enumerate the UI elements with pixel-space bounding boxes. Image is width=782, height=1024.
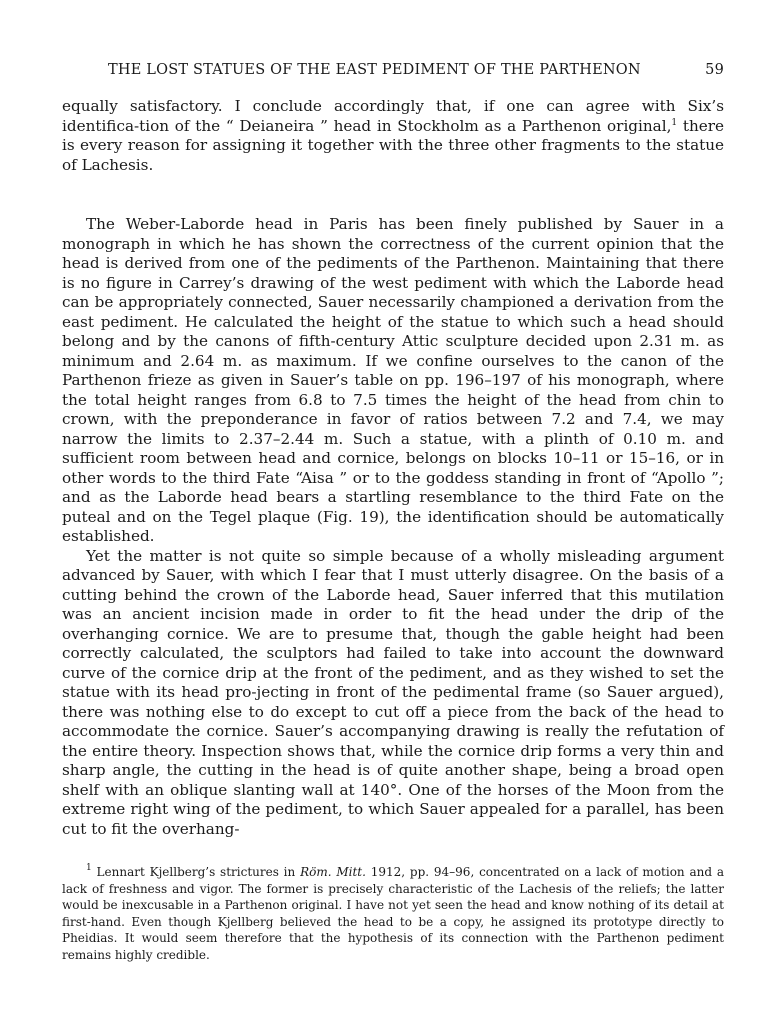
paragraph-1-text-b: there is every reason for assigning it together with the three other fragments to the statue of Lachesis. (62, 116, 724, 174)
paragraph-1-text-a: equally satisfactory. I conclude accordingly that, if one can agree with Six’s identifica-tion of the “ Deianeira ” head in Stockholm as a Parthenon original, (62, 97, 724, 135)
body-text (62, 97, 724, 839)
paragraph-1 (62, 97, 724, 175)
journal-title: Röm. Mitt. (300, 865, 366, 879)
footnote-1 (62, 864, 724, 963)
footnotes (62, 864, 724, 963)
footnote-mark: 1 (86, 863, 92, 873)
footnote-reference[interactable]: 1 (671, 117, 678, 128)
footnote-text-a: Lennart Kjellberg’s strictures in (91, 865, 301, 879)
paragraph-2: The Weber-Laborde head in Paris has been finely published by Sauer in a monograph in which he has shown the correctness of the current opinion that the head is derived from one of the pediments of the Parthenon. Maintaining that there is no figure in Carrey’s drawing of the west pediment with which the Laborde head can be appropriately connected, Sauer necessarily championed a derivation from the east pediment. He calculated the height of the statue to which such a head should belong and by the canons of fifth-century Attic sculpture decided upon 2.31 m. as minimum and 2.64 m. as maximum. If we confine ourselves to the canon of the Parthenon frieze as given in Sauer’s table on pp. 196–197 of his monograph, where the total height ranges from 6.8 to 7.5 times the height of the head from chin to crown, with the preponderance in favor of ratios between 7.2 and 7.4, we may narrow the limits to 2.37–2.44 m. Such a statue, with a plinth of 0.10 m. and sufficient room between head and cornice, belongs on blocks 10–11 or 15–16, or in other words to the third Fate “Aisa ” or to the goddess standing in front of “Apollo ”; and as the Laborde head bears a startling resemblance to the third Fate on the puteal and on the Tegel plaque (Fig. 19), the identification should be automatically established. (62, 215, 724, 545)
page-number: 59 (705, 62, 724, 78)
footnote-text-b: 1912, pp. 94–96, concentrated on a lack of motion and a lack of freshness and vigor. The former is precisely characteristic of the Lachesis of the reliefs; the latter would be inexcusable in a Parthenon original. I have not yet seen the head and know nothing of its detail at first-hand. Even though Kjellberg believed the head to be a copy, he assigned its prototype directly to Pheidias. It would seem therefore that the hypothesis of its connection with the Parthenon pediment remains highly credible. (62, 865, 724, 962)
paragraph-3: Yet the matter is not quite so simple because of a wholly misleading argument advanced by Sauer, with which I fear that I must utterly disagree. On the basis of a cutting behind the crown of the Laborde head, Sauer inferred that this mutilation was an ancient incision made in order to fit the head under the drip of the overhanging cornice. We are to presume that, though the gable height had been correctly calculated, the sculptors had failed to take into account the downward curve of the cornice drip at the front of the pediment, and as they wished to set the statue with its head pro-jecting in front of the pedimental frame (so Sauer argued), there was nothing else to do except to cut off a piece from the back of the head to accommodate the cornice. Sauer’s accompanying drawing is really the refutation of the entire theory. Inspection shows that, while the cornice drip forms a very thin and sharp angle, the cutting in the head is of quite another shape, being a broad open shelf with an oblique slanting wall at 140°. One of the horses of the Moon from the extreme right wing of the pediment, to which Sauer appealed for a parallel, has been cut to fit the overhang- (62, 546, 724, 838)
running-title: THE LOST STATUES OF THE EAST PEDIMENT OF THE PARTHENON (108, 62, 641, 78)
